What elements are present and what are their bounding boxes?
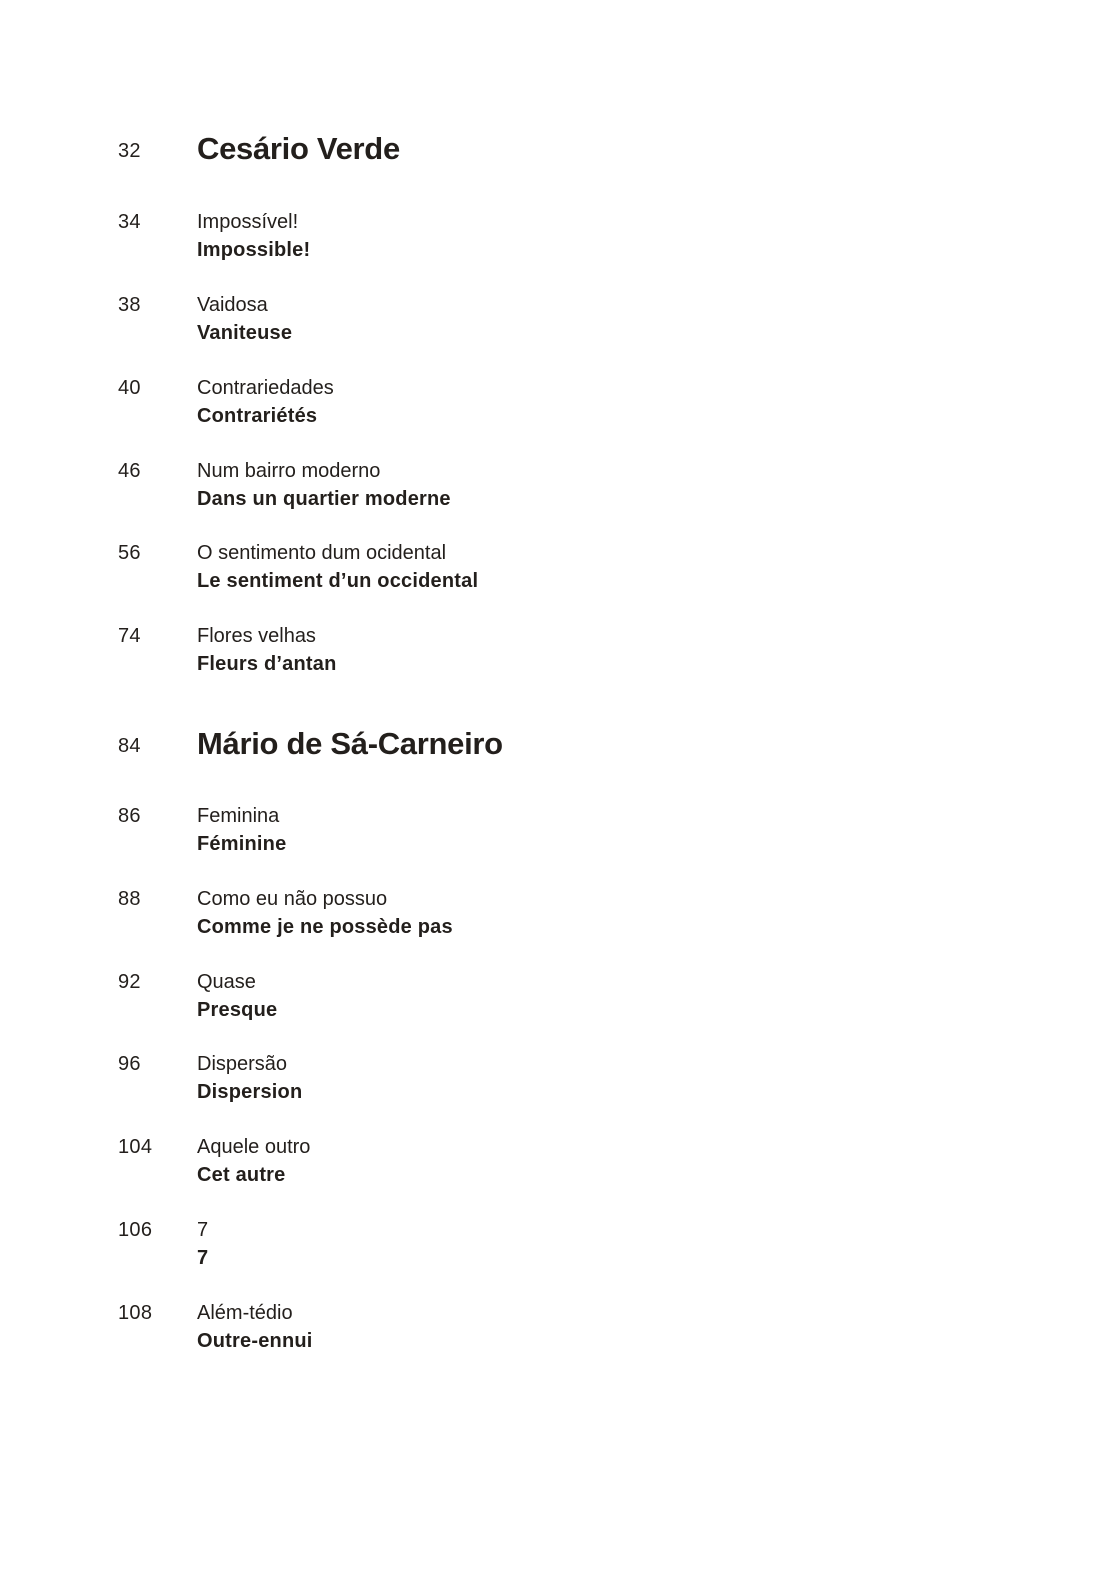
entry-page-number: 88 [118,888,141,910]
entry-page-number: 106 [118,1219,153,1241]
translated-title: Le sentiment d’un occidental [197,570,479,592]
translated-title: Contrariétés [197,405,318,427]
translated-title: Dans un quartier moderne [197,488,451,510]
translated-title: 7 [197,1247,209,1269]
original-title: Flores velhas [197,625,316,647]
translated-title: Fleurs d’antan [197,653,337,675]
entry-page-number: 46 [118,460,141,482]
original-title: Feminina [197,805,280,827]
original-title: Como eu não possuo [197,888,388,910]
entry-page-number: 86 [118,805,141,827]
original-title: O sentimento dum ocidental [197,542,447,564]
translated-title: Cet autre [197,1164,286,1186]
translated-title: Féminine [197,833,287,855]
original-title: 7 [197,1219,209,1241]
translated-title: Impossible! [197,239,311,261]
original-title: Impossível! [197,211,299,233]
entry-page-number: 108 [118,1302,153,1324]
section-page-number: 84 [118,735,141,757]
entry-page-number: 38 [118,294,141,316]
section-heading: Mário de Sá-Carneiro [197,726,503,761]
entry-page-number: 104 [118,1136,153,1158]
original-title: Quase [197,971,256,993]
original-title: Aquele outro [197,1136,311,1158]
section-page-number: 32 [118,140,141,162]
original-title: Contrariedades [197,377,334,399]
original-title: Num bairro moderno [197,460,381,482]
translated-title: Dispersion [197,1081,303,1103]
original-title: Dispersão [197,1053,288,1075]
entry-page-number: 40 [118,377,141,399]
original-title: Vaidosa [197,294,268,316]
entry-page-number: 92 [118,971,141,993]
entry-page-number: 74 [118,625,141,647]
translated-title: Presque [197,999,278,1021]
entry-page-number: 56 [118,542,141,564]
section-heading: Cesário Verde [197,131,400,166]
translated-title: Outre-ennui [197,1330,313,1352]
original-title: Além-tédio [197,1302,293,1324]
translated-title: Vaniteuse [197,322,293,344]
entry-page-number: 34 [118,211,141,233]
entry-page-number: 96 [118,1053,141,1075]
translated-title: Comme je ne possède pas [197,916,453,938]
